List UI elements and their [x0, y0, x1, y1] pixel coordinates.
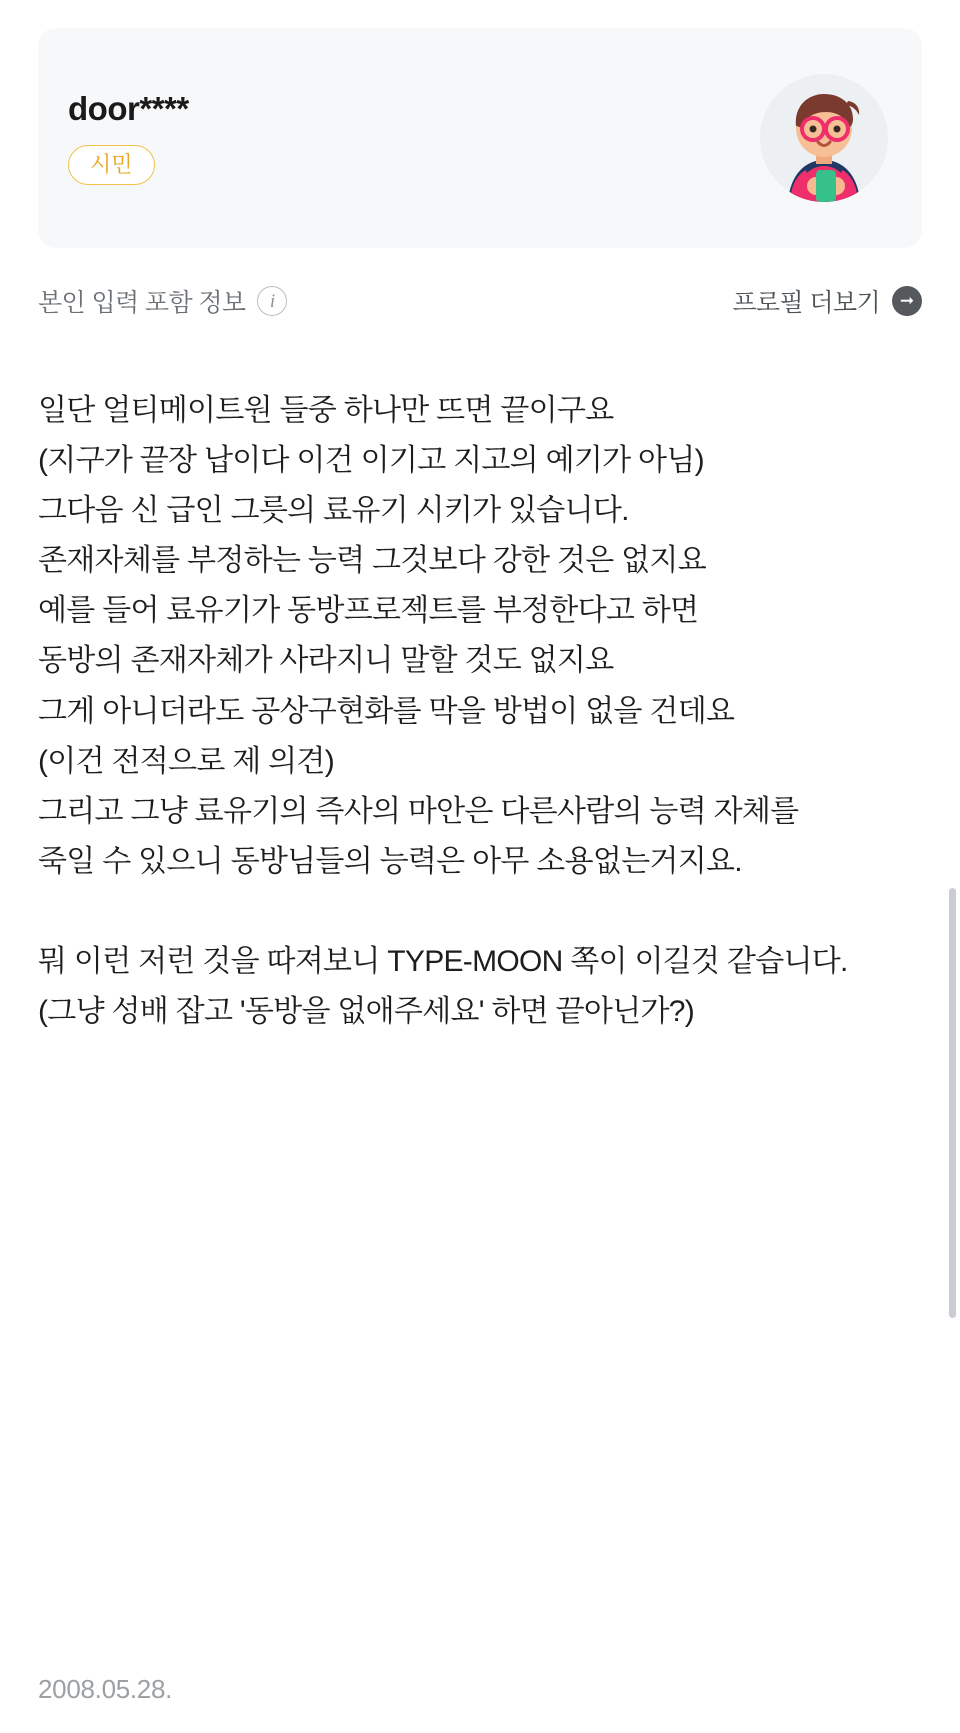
- avatar[interactable]: [760, 74, 888, 202]
- profile-username: door****: [68, 89, 189, 127]
- view-profile-label: 프로필 더보기: [732, 289, 880, 317]
- answer-date: 2008.05.28.: [38, 1674, 173, 1704]
- answer-detail-page: [0, 28, 960, 1733]
- answer-body-text: 일단 얼티메이트원 들중 하나만 뜨면 끝이구요 (지구가 끝장 납이다 이건 이기고 지고의 예기가 아님) 그다음 신 급인 그릇의 료유기 시키가 있습니다. 존재자체를 부정하는 능력 그것보다 강한 것은 없지요 예를 들어 료유기가 동방프로젝트를 부정한다고 하면 동방의 존재자체가 사라지니 말할 것도 없지요 그게 아니더라도 공상구현화를 막을 방법이 없을 건데요 (이건 전적으로 제 의견) 그리고 그냥 료유기의 즉사의 마안은 다른사람의 능력 자체를 죽일 수 있으니 동방님들의 능력은 아무 소용없는거지요. 뭐 이런 저런 것을 따져보니 TYPE-MOON 쪽이 이길것 같습니다. (그냥 성배 잡고 '동방을 없애주세요' 하면 끝아닌가?): [38, 394, 848, 1029]
- profile-grade-badge: 시민: [68, 145, 155, 185]
- arrow-right-icon[interactable]: ➞: [892, 286, 922, 316]
- meta-row: [38, 278, 922, 324]
- info-icon[interactable]: i: [257, 286, 287, 316]
- vertical-scrollbar[interactable]: [949, 888, 956, 1318]
- profile-info: [68, 91, 189, 185]
- profile-card[interactable]: [38, 28, 922, 248]
- view-profile-link[interactable]: [732, 283, 922, 319]
- self-input-info[interactable]: [38, 283, 287, 319]
- self-input-info-label: 본인 입력 포함 정보: [38, 289, 246, 317]
